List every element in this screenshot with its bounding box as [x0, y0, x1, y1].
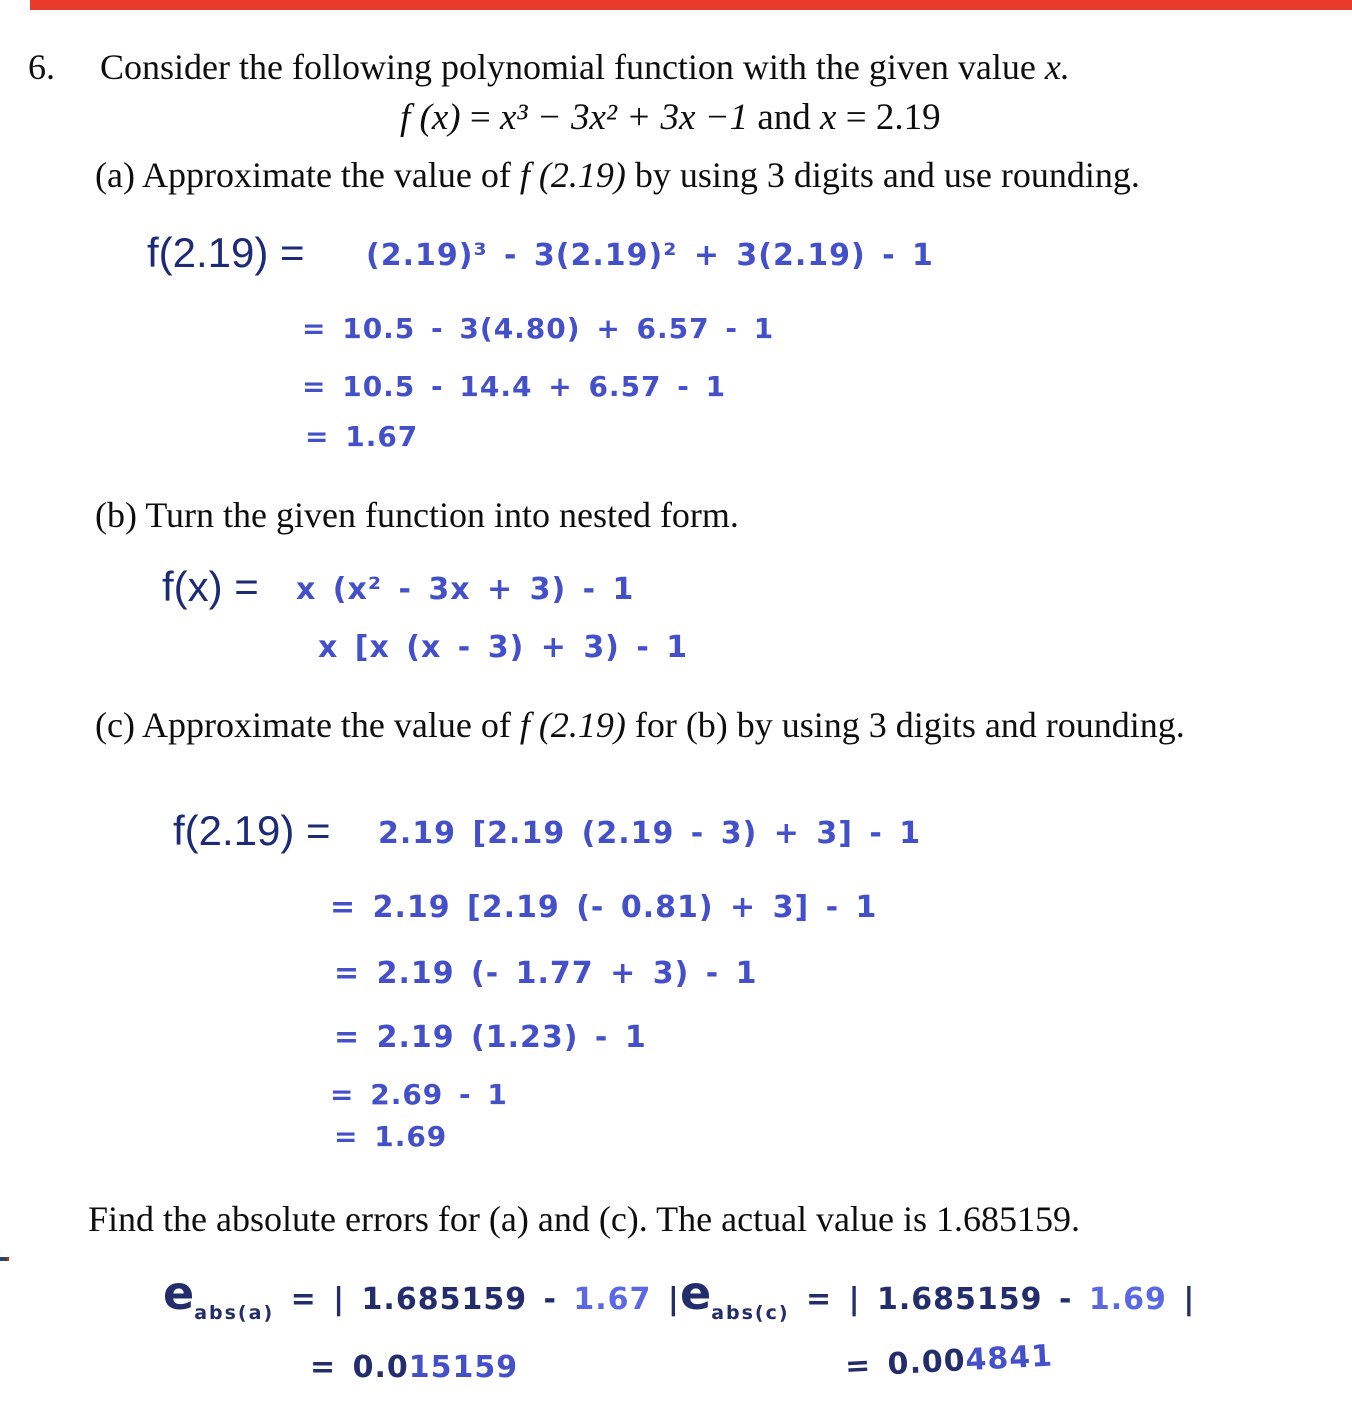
- part-c-heading-post: for (b) by using 3 digits and rounding.: [625, 705, 1185, 745]
- formula-variable: x: [820, 97, 837, 138]
- abs-error-a-line: [163, 1266, 680, 1325]
- part-c-step-1: 2.19 [2.19 (2.19 - 3) + 3] - 1: [378, 816, 922, 851]
- part-a-heading: [95, 154, 1140, 197]
- part-b-label: f(x) =: [162, 563, 259, 610]
- part-c-step-3: = 2.19 (- 1.77 + 3) - 1: [334, 956, 758, 991]
- problem-number: 6.: [28, 47, 55, 87]
- part-a-step-1: (2.19)³ - 3(2.19)² + 3(2.19) - 1: [366, 238, 934, 273]
- part-c-step-4: = 2.19 (1.23) - 1: [334, 1020, 647, 1055]
- abs-error-c-line: [680, 1266, 1195, 1325]
- abs-error-c-expression: = | 1.685159 -: [789, 1282, 1089, 1317]
- part-b-step-1: x (x² - 3x + 3) - 1: [296, 572, 635, 607]
- abs-error-c-close-bar: |: [1166, 1282, 1196, 1317]
- formula-f-of-x: f (x): [400, 97, 461, 138]
- abs-error-a-close-bar: |: [651, 1282, 680, 1317]
- formula-x-value: = 2.19: [836, 97, 941, 138]
- abs-error-a-result: [310, 1350, 518, 1386]
- abs-error-a-approx-value: 1.67: [573, 1282, 652, 1317]
- abs-error-a-result-value: 15159: [408, 1350, 519, 1385]
- part-c-heading-math: f (2.19): [519, 705, 626, 745]
- margin-artifact: [0, 1257, 9, 1261]
- abs-error-c-subscript: abs(c): [711, 1302, 790, 1324]
- abs-error-c-symbol: e: [680, 1266, 712, 1320]
- part-b-step-2: x [x (x - 3) + 3) - 1: [318, 630, 689, 665]
- abs-error-a-symbol: e: [163, 1266, 195, 1320]
- problem-intro-variable: x.: [1044, 47, 1070, 87]
- part-b-heading: (b) Turn the given function into nested form.: [95, 495, 739, 535]
- part-c-step-6: = 1.69: [334, 1120, 448, 1153]
- abs-error-c-result: [844, 1339, 1054, 1386]
- part-a-heading-math: f (2.19): [519, 155, 635, 195]
- abs-error-c-result-value: 4841: [964, 1338, 1054, 1379]
- part-a-label: f(2.19) =: [147, 229, 305, 276]
- formula-and: and: [748, 97, 821, 138]
- part-a-heading-pre: (a) Approximate the value of: [95, 155, 520, 195]
- part-a-step-3: = 10.5 - 14.4 + 6.57 - 1: [302, 370, 727, 403]
- errors-heading: Find the absolute errors for (a) and (c). The actual value is 1.685159.: [88, 1199, 1081, 1239]
- part-c-step-2: = 2.19 [2.19 (- 0.81) + 3] - 1: [330, 890, 878, 925]
- abs-error-a-expression: = | 1.685159 -: [274, 1282, 574, 1317]
- part-a-heading-post: by using 3 digits and use rounding.: [634, 155, 1140, 195]
- formula-equals: =: [460, 97, 500, 138]
- part-c-step-5: = 2.69 - 1: [330, 1078, 508, 1111]
- problem-intro-text: Consider the following polynomial function with the given value: [100, 47, 1045, 87]
- abs-error-c-approx-value: 1.69: [1088, 1282, 1167, 1317]
- problem-intro: [100, 46, 1070, 89]
- part-a-step-2: = 10.5 - 3(4.80) + 6.57 - 1: [302, 312, 775, 345]
- abs-error-c-result-eq: = 0.00: [844, 1343, 967, 1385]
- part-c-heading: [95, 704, 1185, 747]
- abs-error-a-subscript: abs(a): [194, 1302, 275, 1324]
- part-a-step-4: = 1.67: [305, 420, 419, 453]
- formula-polynomial: x³ − 3x² + 3x −1: [499, 97, 749, 138]
- part-c-heading-pre: (c) Approximate the value of: [95, 705, 520, 745]
- abs-error-a-result-eq: = 0.0: [310, 1350, 409, 1385]
- part-c-label: f(2.19) =: [173, 807, 331, 854]
- given-function-formula: [400, 96, 941, 140]
- top-red-bar: [30, 0, 1352, 10]
